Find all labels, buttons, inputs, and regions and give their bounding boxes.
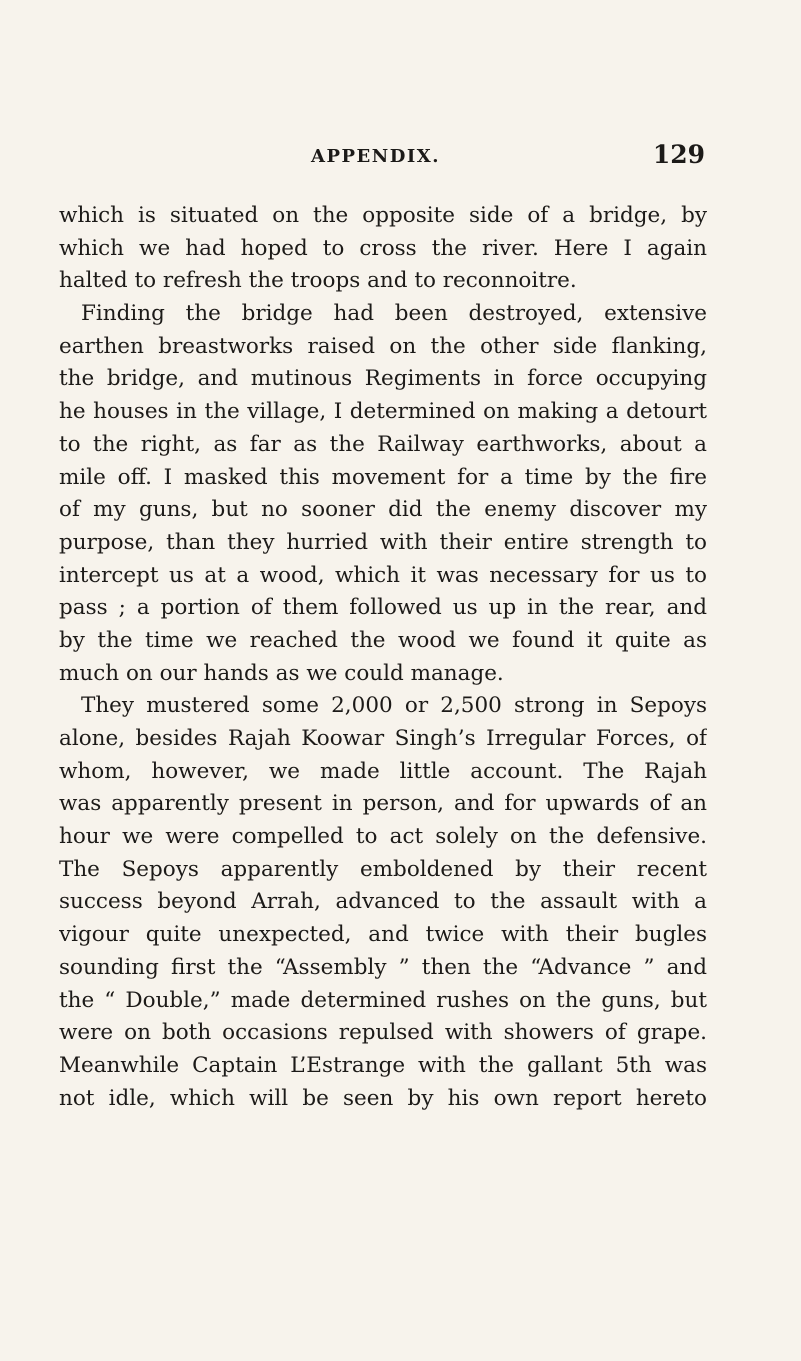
text-line: intercept us at a wood, which it was necessary for us to	[59, 562, 707, 588]
text-line: of my guns, but no sooner did the enemy discover my	[59, 497, 707, 523]
text-line: halted to refresh the troops and to reconnoitre.	[59, 268, 577, 294]
paragraph-start-line: Finding the bridge had been destroyed, extensive	[81, 301, 707, 327]
text-line: which is situated on the opposite side of a bridge, by	[59, 203, 707, 228]
text-line: whom, however, we made little account. The Rajah	[59, 758, 707, 784]
text-line: the “ Double,” made determined rushes on the guns, but	[59, 987, 707, 1013]
body-text	[59, 200, 707, 1115]
text-line: success beyond Arrah, advanced to the assault with a	[59, 889, 707, 915]
text-line: pass ; a portion of them followed us up in the rear, and	[59, 595, 707, 621]
text-line: by the time we reached the wood we found it quite as	[59, 627, 707, 653]
text-line: sounding first the “Assembly ” then the “Advance ” and	[59, 954, 707, 980]
text-line: purpose, than they hurried with their entire strength to	[59, 529, 707, 555]
text-line: mile off. I masked this movement for a time by the fire	[59, 464, 707, 490]
text-line: were on both occasions repulsed with showers of grape.	[59, 1020, 707, 1046]
text-line: vigour quite unexpected, and twice with their bugles	[59, 922, 707, 948]
text-line: earthen breastworks raised on the other side flanking,	[59, 333, 707, 359]
running-title: APPENDIX.	[311, 146, 440, 167]
text-line: The Sepoys apparently emboldened by their recent	[59, 856, 707, 882]
text-line: Meanwhile Captain L’Estrange with the gallant 5th was	[59, 1052, 707, 1078]
page-number: 129	[652, 140, 705, 169]
text-line: the bridge, and mutinous Regiments in force occupying	[59, 366, 707, 392]
text-line: much on our hands as we could manage.	[59, 660, 504, 686]
text-line: not idle, which will be seen by his own report hereto	[59, 1085, 707, 1111]
paragraph-start-line: They mustered some 2,000 or 2,500 strong in Sepoys	[81, 693, 707, 719]
text-line: which we had hoped to cross the river. Here I again	[59, 235, 707, 261]
text-line: alone, besides Rajah Koowar Singh’s Irregular Forces, of	[59, 726, 707, 751]
text-line: to the right, as far as the Railway earthworks, about a	[59, 431, 707, 457]
text-line: was apparently present in person, and for upwards of an	[59, 791, 707, 817]
text-line: hour we were compelled to act solely on the defensive.	[59, 824, 707, 850]
text-line: he houses in the village, I determined on making a detourt	[59, 399, 707, 425]
